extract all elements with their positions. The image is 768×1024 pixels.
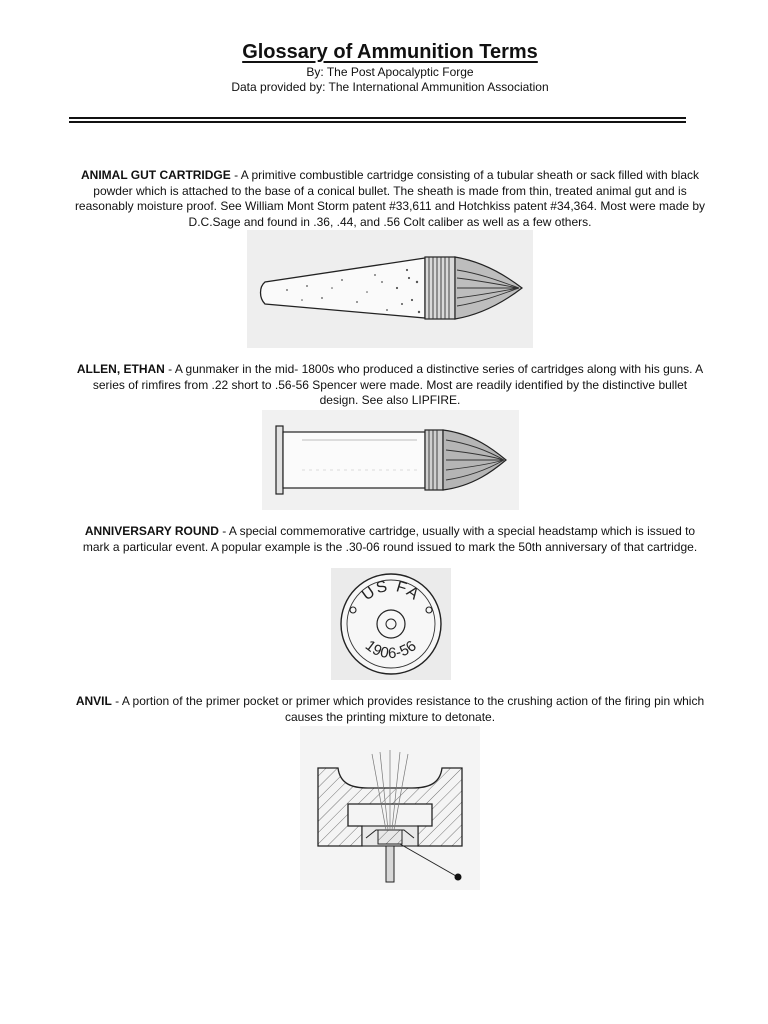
entry-definition: - A special commemorative cartridge, usually with a special headstamp which is issued to mark a particular event. A popular example is the .30-06 round issued to mark the 50th anniversary of that cartridge. [82,524,698,554]
entry-definition: - A portion of the primer pocket or primer which provides resistance to the crushing action of the firing pin which causes the printing mixture to detonate. [111,694,705,724]
glossary-entry-anniversary-round [74,524,706,555]
entry-term: ANVIL [75,694,112,708]
data-credit: Data provided by: The International Ammunition Association [231,80,549,94]
byline: By: The Post Apocalyptic Forge [306,65,474,79]
header-rule-top [69,117,686,119]
entry-definition: - A gunmaker in the mid- 1800s who produced a distinctive series of cartridges along with his guns. A series of rimfires from .22 short to .56-56 Spencer were made. Most are readily identified by the distinctive bullet design. See also LIPFIRE. [92,362,704,407]
animal-gut-cartridge-illustration [247,230,533,348]
headstamp-illustration [331,568,451,680]
glossary-entry-allen-ethan [74,362,706,409]
headstamp-bottom-text: 1906-56 [361,637,421,663]
glossary-entry-animal-gut-cartridge [74,168,706,230]
entry-term: ALLEN, ETHAN [76,362,165,376]
entry-term: ANIMAL GUT CARTRIDGE [81,168,231,182]
allen-cartridge-illustration [262,410,519,510]
entry-definition: - A primitive combustible cartridge consisting of a tubular sheath or sack filled with black powder which is attached to the base of a conical bullet. The sheath is made from thin, treated animal gut and is reasonably moisture proof. See William Mont Storm patent #33,611 and Hotchkiss patent #34,364. Most were made by D.C.Sage and found in .36, .44, and .56 Colt caliber as well as a few others. [74,168,706,229]
header-rule-bottom [69,121,686,123]
page-title: Glossary of Ammunition Terms [242,41,538,63]
entry-term: ANNIVERSARY ROUND [84,524,219,538]
glossary-entry-anvil [74,694,706,725]
headstamp-top-text: US FA [359,577,424,605]
anvil-primer-diagram [300,726,480,890]
